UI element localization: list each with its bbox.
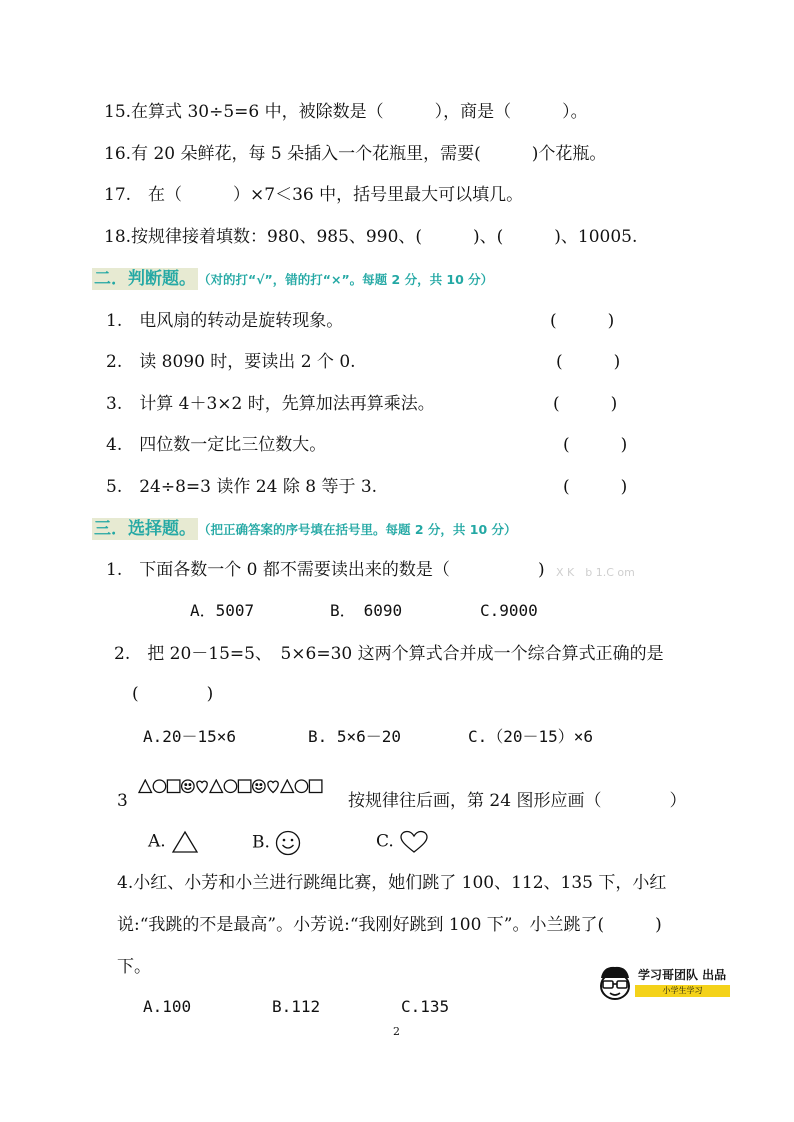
pattern-square-icon <box>309 780 322 793</box>
shape-pattern-sequence <box>138 779 324 795</box>
judge-paren-5: ( ) <box>563 477 628 497</box>
judge-item-3: 3. 计算 4＋3×2 时，先算加法再算乘法。 <box>106 394 435 414</box>
pattern-smiley-icon <box>182 780 195 793</box>
choice-q4-option-b: B.112 <box>272 997 321 1016</box>
pattern-circle-icon <box>295 780 308 793</box>
choice-q3-option-b <box>252 830 301 856</box>
question-16: 16.有 20 朵鲜花，每 5 朵插入一个花瓶里，需要( )个花瓶。 <box>104 144 607 164</box>
pattern-triangle-icon <box>210 780 223 793</box>
pattern-triangle-icon <box>139 780 152 793</box>
question-17: 17. 在（ ）×7＜36 中，括号里最大可以填几。 <box>104 185 524 205</box>
judge-item-4: 4. 四位数一定比三位数大。 <box>106 435 327 455</box>
choice-q2: 2. 把 20－15=5、 5×6=30 这两个算式合并成一个综合算式正确的是 <box>114 644 664 664</box>
pattern-square-icon <box>167 780 180 793</box>
choice-q3-option-a <box>148 830 199 854</box>
pattern-heart-icon <box>268 781 278 792</box>
choice-q3: 按规律往后画，第 24 图形应画（ ） <box>348 791 687 811</box>
choice-q3-option-a-label: A. <box>148 831 166 852</box>
pattern-square-icon <box>238 780 251 793</box>
publisher-logo <box>595 964 735 1002</box>
choice-q1-option-b: B． 6090 <box>330 601 403 620</box>
choice-q1-option-a: A．5007 <box>190 601 255 620</box>
judge-paren-4: ( ) <box>563 435 628 455</box>
choice-q4-line-3: 下。 <box>117 957 151 977</box>
question-15: 15.在算式 30÷5=6 中，被除数是（ ），商是（ ）。 <box>104 102 588 122</box>
logo-title: 学习哥团队 出品 <box>638 968 727 982</box>
heart-icon <box>399 830 429 854</box>
triangle-icon <box>171 830 199 854</box>
choice-q4-line-1: 4.小红、小芳和小兰进行跳绳比赛，她们跳了 100、112、135 下，小红 <box>117 873 667 893</box>
section-3-title: 三．选择题。 <box>94 519 196 539</box>
choice-q4-option-c: C.135 <box>401 997 450 1016</box>
watermark-text: X K b 1.C om <box>556 566 635 579</box>
judge-paren-1: ( ) <box>550 311 615 331</box>
section-3-note: （把正确答案的序号填在括号里。每题 2 分，共 10 分） <box>198 522 517 537</box>
choice-q3-option-b-label: B. <box>252 832 270 853</box>
pattern-circle-icon <box>153 780 166 793</box>
judge-item-2: 2. 读 8090 时，要读出 2 个 0. <box>106 352 356 372</box>
section-3-header <box>92 518 517 540</box>
choice-q3-option-c <box>376 830 429 854</box>
pattern-heart-icon <box>197 781 207 792</box>
choice-q4-line-2: 说:“我跳的不是最高”。小芳说:“我刚好跳到 100 下”。小兰跳了( ) <box>117 915 662 935</box>
cartoon-face-icon <box>595 964 635 1002</box>
section-2-note: （对的打“√”，错的打“×”。每题 2 分，共 10 分） <box>198 272 494 287</box>
judge-item-5: 5. 24÷8=3 读作 24 除 8 等于 3. <box>106 477 378 497</box>
choice-q2-paren: ( ) <box>132 684 214 704</box>
judge-item-1: 1. 电风扇的转动是旋转现象。 <box>106 311 344 331</box>
choice-q4-option-a: A.100 <box>143 997 192 1016</box>
pattern-circle-icon <box>224 780 237 793</box>
choice-q2-option-b: B. 5×6－20 <box>308 727 402 746</box>
question-18: 18.按规律接着填数：980、985、990、( )、( )、10005. <box>104 227 638 247</box>
judge-paren-3: ( ) <box>553 394 618 414</box>
choice-q2-option-c: C.（20－15）×6 <box>468 727 594 746</box>
judge-paren-2: ( ) <box>556 352 621 372</box>
choice-q2-option-a: A.20－15×6 <box>143 727 237 746</box>
choice-q3-number: 3 <box>117 791 128 811</box>
section-2-title: 二．判断题。 <box>94 269 196 289</box>
logo-subtitle: 小学生学习 <box>635 985 730 997</box>
pattern-triangle-icon <box>281 780 294 793</box>
pattern-smiley-icon <box>253 780 266 793</box>
choice-q3-option-c-label: C. <box>376 831 394 852</box>
smiley-icon <box>275 830 301 856</box>
section-2-header <box>92 268 493 290</box>
choice-q1: 1. 下面各数一个 0 都不需要读出来的数是（ <box>106 560 518 580</box>
choice-q1-close: ) <box>538 560 545 580</box>
page-number: 2 <box>393 1025 400 1038</box>
choice-q1-option-c: C.9000 <box>480 601 538 620</box>
